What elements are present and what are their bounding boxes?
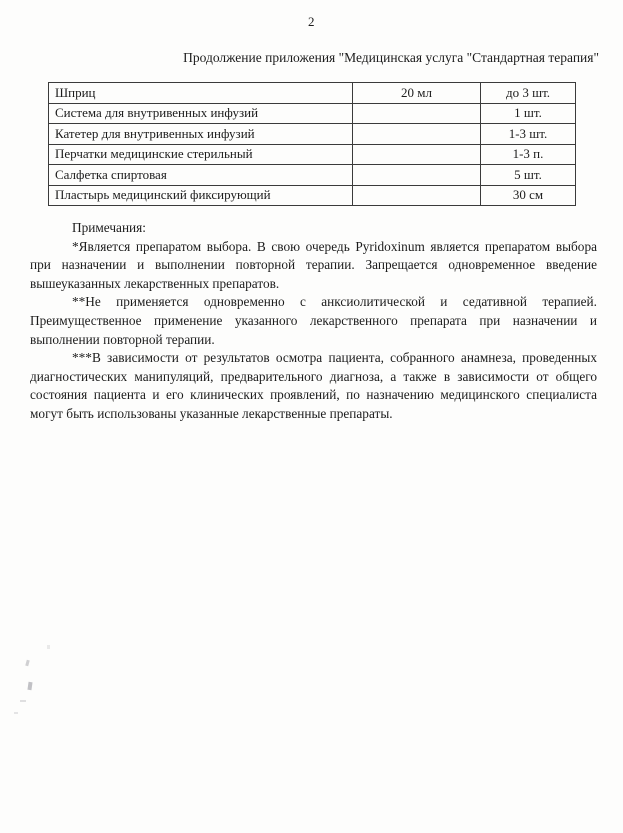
- item-dose-cell: 20 мл: [353, 83, 481, 104]
- item-dose-cell: [353, 144, 481, 165]
- item-name-cell: Шприц: [49, 83, 353, 104]
- item-name-cell: Перчатки медицинские стерильный: [49, 144, 353, 165]
- scan-speck: [20, 700, 26, 702]
- notes-heading: Примечания:: [72, 220, 146, 235]
- notes-section: [30, 219, 597, 424]
- table-row: [49, 103, 576, 124]
- item-qty-cell: 1-3 шт.: [481, 124, 576, 145]
- supplies-table-body: [49, 83, 576, 206]
- scan-speck: [14, 712, 18, 714]
- scan-speck: [25, 660, 29, 667]
- document-continuation-header: Продолжение приложения "Медицинская услуга "Стандартная терапия": [183, 50, 599, 65]
- table-row: [49, 185, 576, 206]
- table-row: [49, 83, 576, 104]
- page-number: 2: [308, 14, 315, 29]
- item-name-cell: Система для внутривенных инфузий: [49, 103, 353, 124]
- item-qty-cell: до 3 шт.: [481, 83, 576, 104]
- item-qty-cell: 30 см: [481, 185, 576, 206]
- supplies-table: [48, 82, 576, 206]
- table-row: [49, 165, 576, 186]
- scan-speck: [27, 682, 32, 690]
- item-name-cell: Пластырь медицинский фиксирующий: [49, 185, 353, 206]
- item-name-cell: Катетер для внутривенных инфузий: [49, 124, 353, 145]
- note-asterisk-1: *Является препаратом выбора. В свою очередь Pyridoxinum является препаратом выбора при назначении и выполнении повторной терапии. Запрещается одновременное введение вышеуказанных лекарственных препаратов.: [30, 238, 597, 291]
- table-row: [49, 124, 576, 145]
- item-qty-cell: 1-3 п.: [481, 144, 576, 165]
- note-asterisk-2: **Не применяется одновременно с анксиолитической и седативной терапией. Преимущественное применение указанного лекарственного препарата при назначении и выполнении повторной терапии.: [30, 294, 597, 347]
- table-row: [49, 144, 576, 165]
- item-qty-cell: 1 шт.: [481, 103, 576, 124]
- item-dose-cell: [353, 103, 481, 124]
- scan-speck: [47, 645, 50, 649]
- item-name-cell: Салфетка спиртовая: [49, 165, 353, 186]
- item-dose-cell: [353, 124, 481, 145]
- note-asterisk-3: ***В зависимости от результатов осмотра пациента, собранного анамнеза, проведенных диагностических манипуляций, предварительного диагноза, а также в зависимости от общего состояния пациента и его клинических проявлений, по назначению медицинского специалиста могут быть использованы указанные лекарственные препараты.: [30, 350, 597, 421]
- item-dose-cell: [353, 185, 481, 206]
- item-qty-cell: 5 шт.: [481, 165, 576, 186]
- item-dose-cell: [353, 165, 481, 186]
